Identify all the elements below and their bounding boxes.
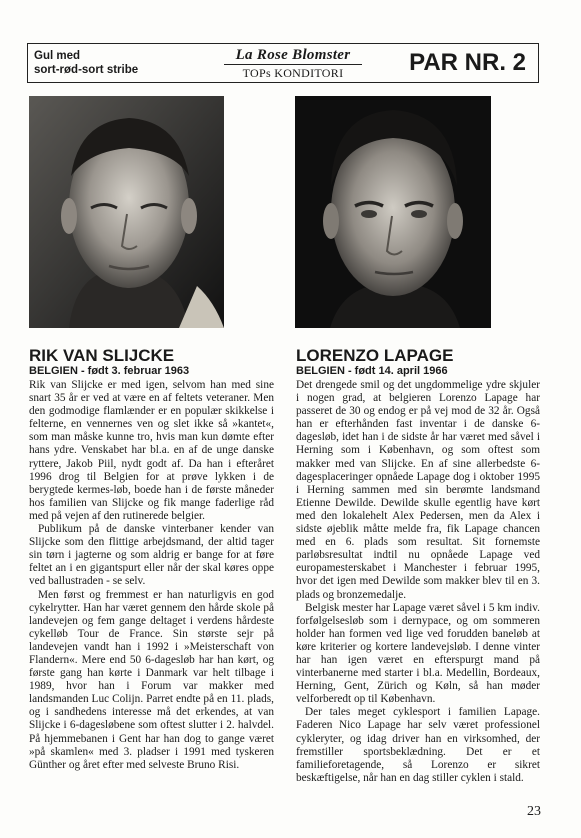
sponsor-logo-subtitle: TOPs KONDITORI bbox=[242, 66, 344, 80]
paragraph: Det drengede smil og det ungdommelige ydre skjuler i nogen grad, at belgieren Lorenzo Lapage har passeret de 30 og endog er på vej mod de 32 år. Også han er efterhånden fast inventar i de danske 6-dagesløb, idet han i de sidste år har været med såvel i Herning som i København, og som oftest som makker med van Slijcke. En af sine allerbedste 6-dagesplaceringer opnåede Lapage dog i oktober 1995 i Herning sammen med sin berømte landsmand Etienne Dewilde. Dewilde skulle egentlig have kørt med den lokalehelt Alex Pedersen, men da Alex i sidste øjeblik måtte melde fra, fik Lapage chancen med en 6. plads som resultat. Sit fornemste parløbsresultat indtil nu opnåede Lapage ved europamesterskabet i Manchester i februar 1995, hvor det igen med Dewilde som makker blev til en 3. plads og bronzemedalje. bbox=[296, 379, 540, 601]
jersey-line-2: sort-rød-sort stribe bbox=[34, 64, 139, 76]
jersey-description bbox=[34, 49, 138, 77]
portrait-right-graphic bbox=[295, 96, 491, 328]
paragraph: Men først og fremmest er han naturligvis en god cykelrytter. Han har været gennem den hårde skole på landevejen og fem gange deltaget i verdens hårdeste cykelløb Tour de France. Sin største sejr på landevejen vandt han i 1992 i »Meisterschaft von Flandern«. Mere end 50 6-dagesløb har han kørt, og første gang han kørte i Danmark var helt tilbage i 1989, hvor han i Forum var makker med landsmanden Luc Colijn. Parret endte på en 11. plads, og i sandhedens interesse må det erkendes, at van Slijcke i 6-dagesløbene som oftest slutter i 2. halvdel. På hjemmebanen i Gent har han dog to gange været »på skamlen« med 3. pladser i 1991 med tyskeren Günther og året efter med selveste Bruno Risi. bbox=[29, 588, 274, 771]
rider-name-left: RIK VAN SLIJCKE bbox=[29, 346, 175, 365]
rider-birth-left: BELGIEN - født 3. februar 1963 bbox=[29, 365, 190, 377]
sponsor-logo bbox=[218, 47, 368, 80]
rider-birth-right: BELGIEN - født 14. april 1966 bbox=[296, 365, 448, 377]
header-box bbox=[27, 43, 539, 83]
paragraph: Der tales meget cyklesport i familien Lapage. Faderen Nico Lapage har selv været professionel cykleryter, og idag driver han en virksomhed, der fremstiller sportsbeklædning. Det er et familieforetagende, så Lorenzo er sikret beskæftigelse, når han en dag stiller cyklen i stald. bbox=[296, 706, 540, 784]
sponsor-logo-script: La Rose Blomster bbox=[235, 47, 351, 63]
article-right bbox=[296, 379, 540, 785]
paragraph: Belgisk mester har Lapage været såvel i 5 km indiv. forfølgelsesløb som i dernypace, og om sommeren holder han formen ved lige ved forudden baneløb at køre kriterier og kortere landevejsløb. I denne vinter har han igen været en efterspurgt mand på vinterbanerne med starter i bl.a. Medellin, Bordeaux, Herning, Gent, Zürich og Køln, så han møder velforberedt op til København. bbox=[296, 601, 540, 706]
pair-number: PAR NR. 2 bbox=[409, 49, 526, 76]
logo-divider bbox=[224, 64, 362, 65]
paragraph: Publikum på de danske vinterbaner kender van Slijcke som den flittige arbejdsmand, der altid tager sin tørn i jagterne og som aldrig er bange for at føre feltet an i en gigantspurt eller når der skal køres oppe ved ballustraden - se selv. bbox=[29, 523, 274, 588]
rider-name-right: LORENZO LAPAGE bbox=[296, 346, 454, 365]
jersey-line-1: Gul med bbox=[34, 50, 81, 62]
portrait-left-graphic bbox=[29, 96, 224, 328]
rider-photo-left bbox=[29, 96, 224, 328]
article-left bbox=[29, 379, 274, 772]
paragraph: Rik van Slijcke er med igen, selvom han med sine snart 35 år er ved at være en af feltets veteraner. Men den godmodige flamlænder er en populær skikkelse i felterne, en vennernes ven og slet ikke så »kantet«, som man måske kunne tro, hvis man kun dømte efter hans ydre. Venskabet har bl.a. en af de unge danske ryttere, Jakob Piil, nydt godt af. Da han i efteråret 1996 drog til Belgien for at prøve lykken i de berygtede kermes-løb, boede han i de første måneder hos familien van Slijcke og fik mange faderlige råd med på vejen af den rutinerede belgier. bbox=[29, 379, 274, 522]
page-number: 23 bbox=[527, 804, 541, 819]
rider-photo-right bbox=[295, 96, 491, 328]
